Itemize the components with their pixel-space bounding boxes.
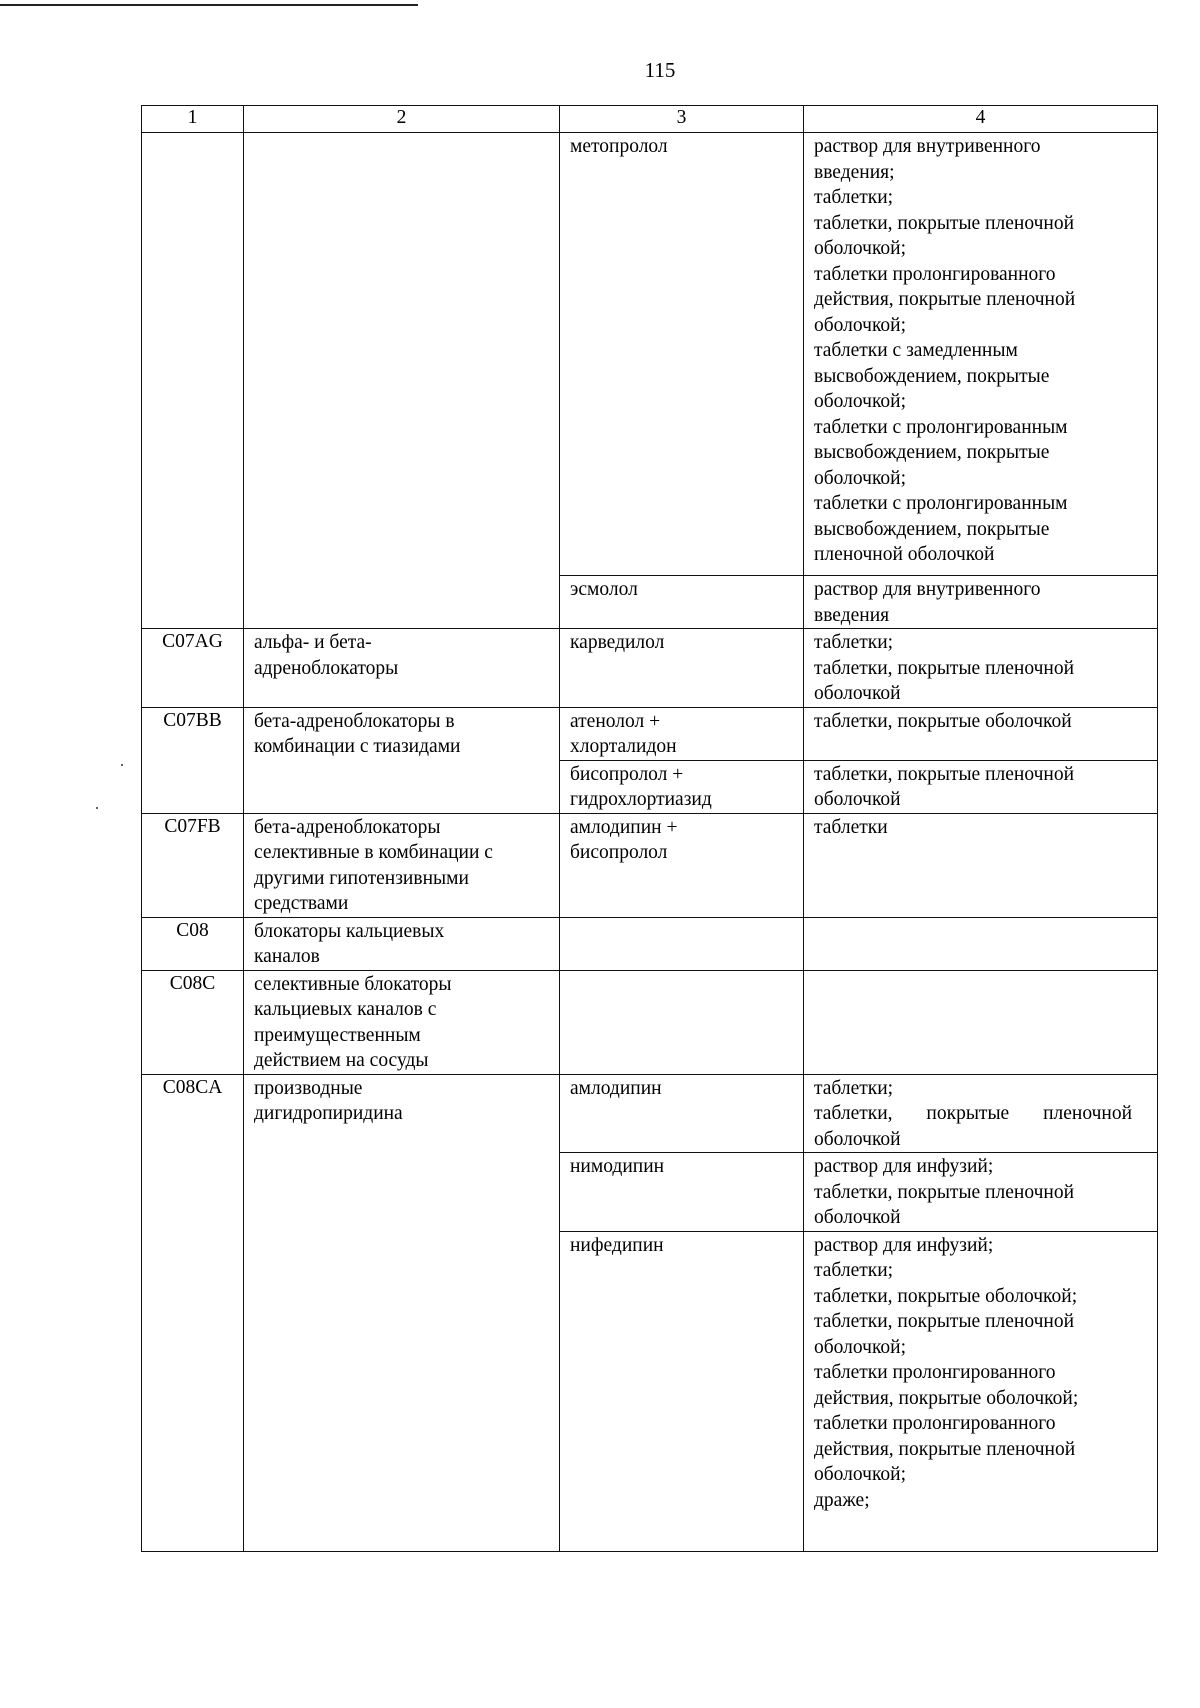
drug-name: хлорталидон <box>570 736 677 757</box>
group-line: селективные в комбинации с <box>254 842 493 863</box>
group-line: кальциевых каналов с <box>254 999 437 1020</box>
form-line: таблетки с пролонгированным <box>814 493 1068 514</box>
drug-cell <box>560 760 804 813</box>
group-line: каналов <box>254 946 320 967</box>
header-cell: 4 <box>804 106 1158 133</box>
form-line: высвобождением, покрытые <box>814 365 1050 387</box>
form-line: действия, покрытые оболочкой; <box>814 1387 1079 1409</box>
form-line: пленочной оболочкой <box>814 544 995 565</box>
form-line: таблетки <box>814 816 888 838</box>
form-line: таблетки, покрытые пленочной <box>814 212 1075 234</box>
group-line: адреноблокаторы <box>254 657 399 679</box>
drug-name: бисопролол <box>570 842 668 863</box>
drug-cell <box>560 1231 804 1552</box>
header-cell: 3 <box>560 106 804 133</box>
forms-cell <box>804 917 1158 970</box>
form-line: таблетки пролонгированного <box>814 1413 1056 1434</box>
table-row <box>142 970 1158 1074</box>
drug-cell <box>560 629 804 708</box>
form-line: оболочкой; <box>814 238 907 259</box>
drug-cell <box>560 917 804 970</box>
form-line: таблетки, покрытые пленочной <box>814 657 1075 679</box>
form-line: высвобождением, покрытые <box>814 442 1050 463</box>
scan-speck <box>96 807 98 809</box>
table-row <box>142 629 1158 708</box>
forms-cell <box>804 707 1158 760</box>
form-line: введения <box>814 604 890 626</box>
form-line: оболочкой; <box>814 314 907 336</box>
form-line: таблетки; <box>814 1260 894 1281</box>
drug-name: эсмолол <box>570 579 638 600</box>
drug-name: карведилол <box>570 632 665 653</box>
group-cell <box>244 970 560 1074</box>
forms-cell <box>804 1153 1158 1232</box>
form-line: раствор для инфузий; <box>814 1156 994 1177</box>
form-line: высвобождением, покрытые <box>814 518 1050 540</box>
drug-name: нифедипин <box>570 1234 664 1256</box>
forms-cell <box>804 813 1158 917</box>
drug-name: атенолол + <box>570 710 661 732</box>
form-line: действия, покрытые пленочной <box>814 1438 1076 1460</box>
form-line: оболочкой; <box>814 1464 907 1485</box>
scan-speck <box>121 764 123 766</box>
table-row <box>142 133 1158 576</box>
group-line: бета-адреноблокаторы <box>254 816 441 838</box>
top-rule <box>0 4 418 6</box>
forms-cell <box>804 576 1158 629</box>
table-row <box>142 813 1158 917</box>
form-line: оболочкой <box>814 1128 901 1150</box>
drug-cell <box>560 813 804 917</box>
form-line: таблетки, покрытые пленочной <box>814 1103 1133 1124</box>
form-line: таблетки, покрытые пленочной <box>814 1311 1075 1332</box>
form-line: оболочкой <box>814 789 901 810</box>
form-line: драже; <box>814 1489 870 1511</box>
group-cell <box>244 813 560 917</box>
forms-cell <box>804 970 1158 1074</box>
atc-code-cell: C08 <box>142 917 244 970</box>
form-line: оболочкой; <box>814 1336 907 1358</box>
form-line: оболочкой <box>814 1207 901 1228</box>
group-line: другими гипотензивными <box>254 867 469 889</box>
group-line: производные <box>254 1077 363 1099</box>
forms-cell <box>804 1231 1158 1552</box>
forms-cell <box>804 760 1158 813</box>
drug-cell <box>560 1074 804 1153</box>
drug-cell <box>560 707 804 760</box>
header-cell: 1 <box>142 106 244 133</box>
form-line: таблетки; <box>814 187 894 208</box>
form-line: таблетки, покрытые пленочной <box>814 1181 1075 1203</box>
group-line: бета-адреноблокаторы в <box>254 710 455 732</box>
form-line: оболочкой <box>814 683 901 704</box>
table-row <box>142 917 1158 970</box>
drug-name: амлодипин <box>570 1077 662 1099</box>
drug-cell <box>560 133 804 576</box>
drug-name: гидрохлортиазид <box>570 789 712 810</box>
group-line: комбинации с тиазидами <box>254 736 461 757</box>
group-cell <box>244 707 560 813</box>
atc-code-cell <box>142 133 244 629</box>
drug-cell <box>560 1153 804 1232</box>
form-line: оболочкой; <box>814 391 907 412</box>
group-cell <box>244 629 560 708</box>
drug-name: метопролол <box>570 136 668 157</box>
forms-cell <box>804 629 1158 708</box>
group-line: действием на сосуды <box>254 1050 429 1071</box>
group-line: блокаторы кальциевых <box>254 920 445 942</box>
atc-code-cell: C07AG <box>142 629 244 708</box>
form-line: действия, покрытые пленочной <box>814 289 1076 310</box>
form-line: введения; <box>814 161 895 183</box>
atc-code-cell: C07FB <box>142 813 244 917</box>
form-line: оболочкой; <box>814 467 907 489</box>
group-line: преимущественным <box>254 1024 421 1046</box>
group-line: средствами <box>254 893 349 914</box>
drug-cell <box>560 576 804 629</box>
drug-name: амлодипин + <box>570 816 678 838</box>
forms-cell <box>804 133 1158 576</box>
form-line: раствор для внутривенного <box>814 579 1041 600</box>
form-line: раствор для внутривенного <box>814 136 1041 157</box>
group-cell <box>244 1074 560 1552</box>
atc-code-cell: C08C <box>142 970 244 1074</box>
form-line: таблетки пролонгированного <box>814 1362 1056 1383</box>
form-line: таблетки пролонгированного <box>814 263 1056 285</box>
form-line: таблетки, покрытые оболочкой; <box>814 1285 1078 1307</box>
drug-cell <box>560 970 804 1074</box>
form-line: таблетки с замедленным <box>814 340 1018 361</box>
drug-name: бисопролол + <box>570 763 684 785</box>
forms-cell <box>804 1074 1158 1153</box>
form-line: раствор для инфузий; <box>814 1234 994 1256</box>
drug-name: нимодипин <box>570 1156 665 1177</box>
form-line: таблетки с пролонгированным <box>814 416 1068 438</box>
header-cell: 2 <box>244 106 560 133</box>
table-row <box>142 707 1158 760</box>
group-cell <box>244 917 560 970</box>
table-row <box>142 1074 1158 1153</box>
table-header-row <box>142 106 1158 133</box>
drug-table <box>141 105 1158 1552</box>
group-line: селективные блокаторы <box>254 973 452 995</box>
group-line: альфа- и бета- <box>254 632 372 653</box>
form-line: таблетки, покрытые оболочкой <box>814 710 1072 732</box>
page-number: 115 <box>644 58 676 82</box>
group-line: дигидропиридина <box>254 1103 403 1124</box>
atc-code-cell: C08CA <box>142 1074 244 1552</box>
form-line: таблетки, покрытые пленочной <box>814 763 1075 785</box>
form-line: таблетки; <box>814 632 894 653</box>
atc-code-cell: C07BB <box>142 707 244 813</box>
form-line: таблетки; <box>814 1077 894 1099</box>
group-cell <box>244 133 560 629</box>
